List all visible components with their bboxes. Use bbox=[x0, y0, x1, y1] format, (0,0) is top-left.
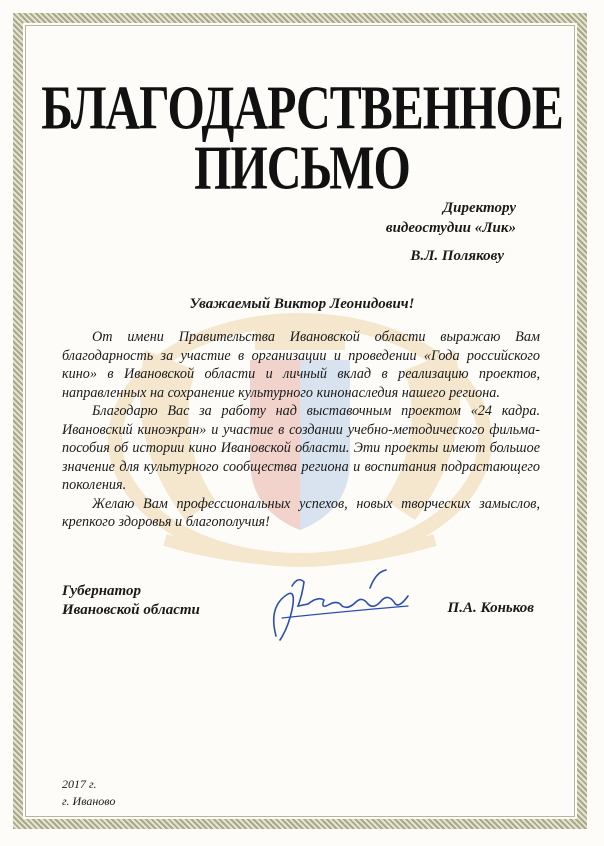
letter-footer bbox=[62, 776, 115, 810]
letter-year: 2017 г. bbox=[62, 777, 97, 791]
signer-title bbox=[62, 582, 200, 620]
signer-name: П.А. Коньков bbox=[447, 600, 534, 616]
letter-body bbox=[62, 328, 540, 532]
addressee-position: Директору bbox=[442, 200, 516, 216]
letter-title-line2: ПИСЬМО bbox=[194, 134, 410, 203]
body-paragraph: Благодарю Вас за работу над выставочным проектом «24 кадра. Ивановский киноэкран» и участие в создании учебно-методического фильма-пособия об истории кино Ивановской области. Эти проекты имеют большое значение для культурного сообщества региона и воспитания подрастающего поколения. bbox=[62, 403, 540, 493]
addressee-organization: видеостудии «Лик» bbox=[385, 220, 516, 236]
body-paragraph: От имени Правительства Ивановской области выражаю Вам благодарность за участие в организации и проведении «Года российского кино» в Ивановской области и личный вклад в реализацию проектов, направленных на сохранение культурного кинонаследия нашего региона. bbox=[62, 329, 540, 401]
signer-title-line2: Ивановской области bbox=[62, 602, 200, 618]
body-paragraph: Желаю Вам профессиональных успехов, новых творческих замыслов, крепкого здоровья и благополучия! bbox=[62, 495, 540, 530]
signer-title-line1: Губернатор bbox=[62, 583, 142, 599]
greeting: Уважаемый Виктор Леонидович! bbox=[189, 296, 415, 312]
signature-icon bbox=[258, 566, 418, 646]
addressee-name: В.Л. Полякову bbox=[410, 248, 504, 264]
addressee-block bbox=[386, 198, 516, 238]
letter-city: г. Иваново bbox=[62, 794, 116, 808]
letter-title-line1: БЛАГОДАРСТВЕННОЕ bbox=[41, 74, 563, 143]
